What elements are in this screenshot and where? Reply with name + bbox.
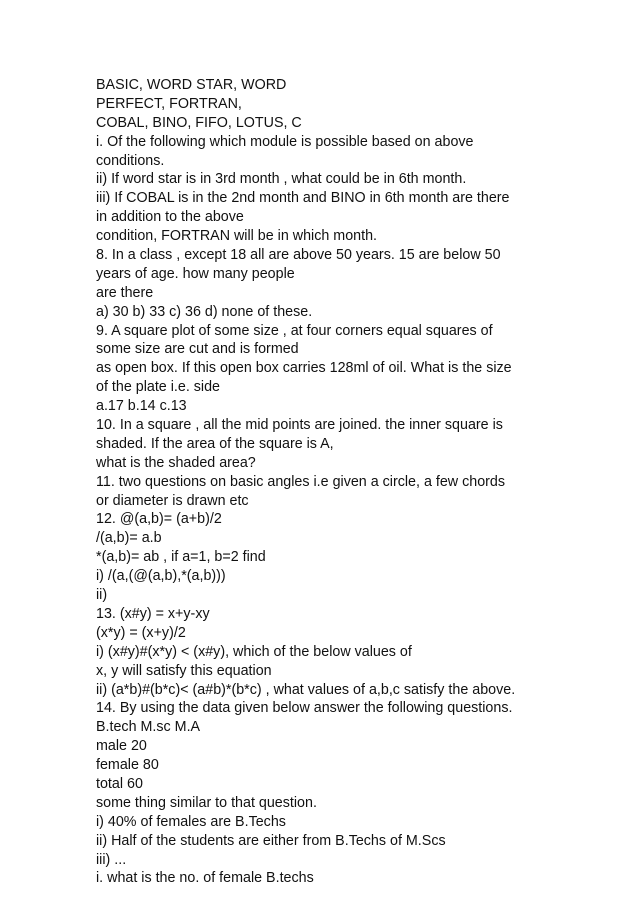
text-line: i. Of the following which module is possible based on above bbox=[96, 133, 474, 150]
text-line: *(a,b)= ab , if a=1, b=2 find bbox=[96, 549, 266, 566]
text-line: B.tech M.sc M.A bbox=[96, 719, 201, 736]
text-line: 10. In a square , all the mid points are joined. the inner square is bbox=[96, 417, 503, 434]
text-line: i) (x#y)#(x*y) < (x#y), which of the below values of bbox=[96, 643, 412, 660]
text-line: female 80 bbox=[96, 757, 159, 774]
text-line: what is the shaded area? bbox=[96, 454, 256, 471]
text-line: iii) If COBAL is in the 2nd month and BINO in 6th month are there bbox=[96, 190, 510, 207]
text-line: PERFECT, FORTRAN, bbox=[96, 95, 242, 112]
text-line: male 20 bbox=[96, 738, 147, 755]
document-body bbox=[96, 76, 616, 888]
text-line: shaded. If the area of the square is A, bbox=[96, 435, 334, 452]
text-line: 8. In a class , except 18 all are above 50 years. 15 are below 50 bbox=[96, 247, 501, 264]
text-line: COBAL, BINO, FIFO, LOTUS, C bbox=[96, 114, 302, 131]
text-line: a) 30 b) 33 c) 36 d) none of these. bbox=[96, 303, 313, 320]
text-line: ii) (a*b)#(b*c)< (a#b)*(b*c) , what values of a,b,c satisfy the above. bbox=[96, 681, 516, 698]
text-line: 11. two questions on basic angles i.e given a circle, a few chords bbox=[96, 473, 506, 490]
text-line: (x*y) = (x+y)/2 bbox=[96, 624, 186, 641]
text-line: some thing similar to that question. bbox=[96, 794, 317, 811]
text-line: i) /(a,(@(a,b),*(a,b))) bbox=[96, 568, 226, 585]
text-line: x, y will satisfy this equation bbox=[96, 662, 272, 679]
text-line: conditions. bbox=[96, 152, 165, 169]
text-line: /(a,b)= a.b bbox=[96, 530, 162, 547]
text-line: iii) ... bbox=[96, 851, 127, 868]
text-line: ii) Half of the students are either from B.Techs of M.Scs bbox=[96, 832, 446, 849]
text-line: or diameter is drawn etc bbox=[96, 492, 249, 509]
text-line: BASIC, WORD STAR, WORD bbox=[96, 77, 287, 93]
text-line: 9. A square plot of some size , at four corners equal squares of bbox=[96, 322, 493, 339]
text-line: are there bbox=[96, 284, 154, 301]
text-line: i) 40% of females are B.Techs bbox=[96, 813, 286, 830]
text-line: i. what is the no. of female B.techs bbox=[96, 870, 314, 887]
text-line: years of age. how many people bbox=[96, 265, 295, 282]
text-line: 12. @(a,b)= (a+b)/2 bbox=[96, 511, 222, 528]
text-line: 13. (x#y) = x+y-xy bbox=[96, 605, 210, 622]
text-line: a.17 b.14 c.13 bbox=[96, 398, 187, 415]
text-line: of the plate i.e. side bbox=[96, 379, 220, 396]
text-line: ii) bbox=[96, 587, 108, 604]
text-line: total 60 bbox=[96, 775, 143, 792]
text-line: as open box. If this open box carries 128ml of oil. What is the size bbox=[96, 360, 512, 377]
text-line: ii) If word star is in 3rd month , what could be in 6th month. bbox=[96, 171, 467, 188]
text-line: some size are cut and is formed bbox=[96, 341, 299, 358]
text-line: 14. By using the data given below answer the following questions. bbox=[96, 700, 513, 717]
text-line: condition, FORTRAN will be in which month. bbox=[96, 228, 378, 245]
text-line: in addition to the above bbox=[96, 209, 244, 226]
